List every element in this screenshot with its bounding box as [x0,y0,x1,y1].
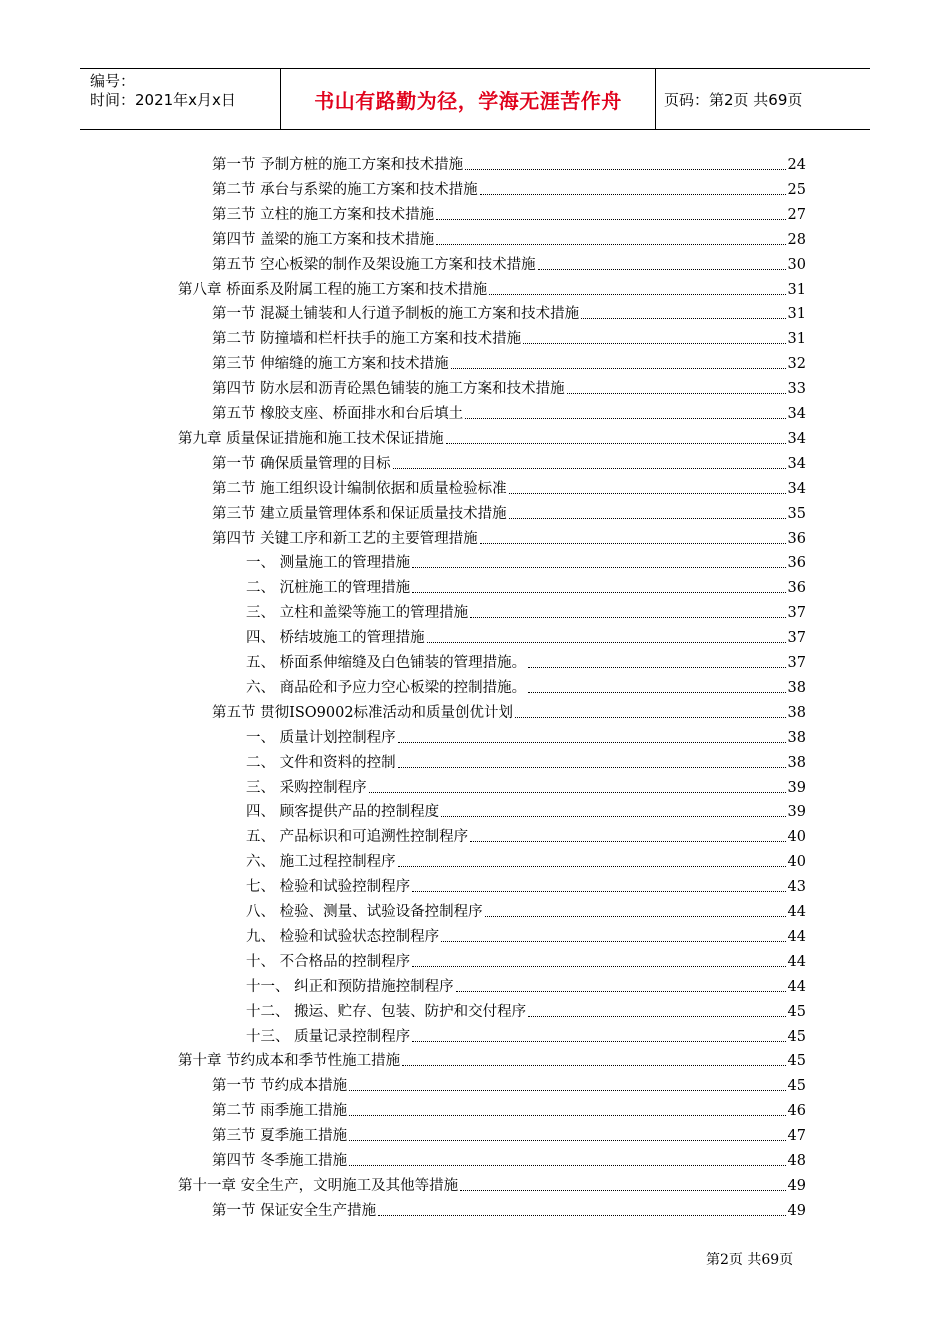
toc-entry-title: 五、 桥面系伸缩缝及白色铺装的管理措施。 [246,655,527,671]
toc-entry-page: 40 [787,854,806,871]
toc-entry-title: 四、 顾客提供产品的控制程度 [246,804,440,821]
toc-entry-page: 39 [787,779,806,796]
toc-entry[interactable] [212,250,806,274]
toc-entry-page: 37 [787,605,806,622]
toc-entry-title: 二、 沉桩施工的管理措施 [246,580,411,597]
toc-entry[interactable] [246,972,806,996]
toc-entry-page: 38 [787,754,806,771]
toc-entry[interactable] [212,524,806,548]
toc-entry-title: 二、 文件和资料的控制 [246,754,396,771]
toc-entry-page: 48 [787,1153,806,1169]
toc-entry-title: 第三节 伸缩缝的施工方案和技术措施 [212,356,449,373]
toc-entry-title: 十二、 搬运、贮存、包装、防护和交付程序 [246,1003,527,1020]
toc-entry-page: 34 [787,480,806,497]
toc-entry[interactable] [178,1046,806,1070]
toc-entry-page: 36 [787,530,806,547]
toc-dot-leader [480,194,786,195]
toc-entry-title: 第二节 防撞墙和栏杆扶手的施工方案和技术措施 [212,331,522,348]
toc-entry-page: 33 [787,381,806,398]
toc-dot-leader [485,916,786,917]
toc-dot-leader [436,244,785,245]
toc-dot-leader [470,841,785,842]
toc-entry-title: 第三节 立柱的施工方案和技术措施 [212,206,435,223]
toc-entry[interactable] [246,847,806,871]
toc-dot-leader [489,294,785,295]
toc-dot-leader [538,269,786,270]
toc-dot-leader [398,767,786,768]
toc-dot-leader [465,169,785,170]
toc-dot-leader [515,717,785,718]
toc-entry-page: 24 [787,157,806,173]
toc-dot-leader [412,966,785,967]
toc-entry[interactable] [212,200,806,224]
toc-entry-page: 35 [787,505,806,522]
toc-dot-leader [446,443,786,444]
toc-entry[interactable] [246,997,806,1021]
toc-entry-page: 36 [787,555,806,572]
toc-entry-title: 第一节 予制方桩的施工方案和技术措施 [212,157,464,173]
toc-entry-title: 第二节 承台与系梁的施工方案和技术措施 [212,181,478,198]
toc-dot-leader [509,493,786,494]
toc-entry[interactable] [246,723,806,747]
toc-dot-leader [402,1065,785,1066]
toc-entry[interactable] [246,822,806,846]
toc-entry[interactable] [246,548,806,572]
toc-entry[interactable] [246,1022,806,1046]
document-time-label: 时间：2021年x月x日 [90,91,236,109]
toc-dot-leader [349,1165,785,1166]
toc-entry-title: 第十一章 安全生产，文明施工及其他等措施 [178,1177,459,1194]
toc-entry-page: 31 [787,331,806,348]
toc-entry-page: 34 [787,406,806,422]
toc-entry-title: 第十章 节约成本和季节性施工措施 [178,1053,401,1070]
toc-dot-leader [567,393,786,394]
toc-entry-page: 38 [787,679,806,696]
toc-entry-title: 第三节 建立质量管理体系和保证质量技术措施 [212,505,507,522]
toc-dot-leader [398,742,786,743]
toc-entry[interactable] [178,424,806,448]
toc-entry-title: 第九章 质量保证措施和施工技术保证措施 [178,430,444,447]
toc-entry[interactable] [246,573,806,597]
toc-entry[interactable] [246,673,806,697]
toc-dot-leader [412,592,785,593]
toc-dot-leader [441,941,785,942]
toc-entry-page: 49 [787,1202,806,1219]
toc-dot-leader [398,866,786,867]
toc-entry-title: 第二节 施工组织设计编制依据和质量检验标准 [212,480,507,497]
toc-entry-title: 第四节 防水层和沥青砼黑色铺装的施工方案和技术措施 [212,381,565,398]
toc-entry-page: 32 [787,356,806,373]
toc-entry-title: 六、 施工过程控制程序 [246,854,396,871]
toc-dot-leader [412,891,785,892]
toc-entry[interactable] [246,623,806,647]
toc-entry[interactable] [246,797,806,821]
page-header [80,68,870,130]
toc-entry-title: 第五节 橡胶支座、桥面排水和台后填土 [212,406,464,422]
toc-entry-title: 八、 检验、测量、试验设备控制程序 [246,904,483,920]
toc-dot-leader [528,667,785,668]
toc-entry-page: 34 [787,430,806,447]
toc-entry-title: 第一节 节约成本措施 [212,1078,348,1095]
toc-entry[interactable] [212,175,806,199]
toc-entry-page: 31 [787,281,806,298]
toc-dot-leader [528,692,785,693]
toc-entry[interactable] [212,1071,806,1095]
toc-entry[interactable] [212,499,806,523]
toc-entry[interactable] [178,275,806,299]
toc-entry-page: 31 [787,306,806,323]
toc-dot-leader [412,567,785,568]
toc-dot-leader [509,518,786,519]
toc-dot-leader [369,792,786,793]
toc-entry[interactable] [212,349,806,373]
toc-entry-page: 49 [787,1177,806,1194]
toc-entry-page: 39 [787,804,806,821]
toc-dot-leader [460,1190,785,1191]
toc-entry[interactable] [212,449,806,473]
toc-entry-title: 十一、 纠正和预防措施控制程序 [246,978,454,995]
toc-entry-page: 30 [787,256,806,273]
toc-entry[interactable] [246,922,806,946]
toc-entry-page: 44 [787,978,806,995]
toc-dot-leader [412,1041,785,1042]
page-footer: 第2页 共69页 [706,1252,794,1268]
toc-entry-title: 第二节 雨季施工措施 [212,1103,348,1120]
toc-entry-title: 十三、 质量记录控制程序 [246,1028,411,1045]
toc-entry-title: 第三节 夏季施工措施 [212,1128,348,1145]
toc-entry-title: 十、 不合格品的控制程序 [246,953,411,970]
toc-entry[interactable] [178,1171,806,1195]
toc-entry[interactable] [212,374,806,398]
toc-entry-title: 第一节 保证安全生产措施 [212,1202,377,1219]
toc-entry[interactable] [246,872,806,896]
toc-entry-title: 六、 商品砼和予应力空心板梁的控制措施。 [246,679,527,696]
toc-entry[interactable] [212,474,806,498]
toc-entry-page: 36 [787,580,806,597]
toc-entry[interactable] [212,698,806,722]
toc-dot-leader [528,1016,785,1017]
toc-dot-leader [480,543,786,544]
toc-entry-page: 27 [787,206,806,223]
toc-entry-title: 第五节 贯彻ISO9002标准活动和质量创优计划 [212,704,514,721]
toc-dot-leader [378,1215,785,1216]
toc-entry-page: 44 [787,904,806,920]
toc-entry[interactable] [212,1146,806,1170]
toc-entry-title: 三、 采购控制程序 [246,779,367,796]
toc-entry-page: 34 [787,455,806,472]
toc-dot-leader [436,219,785,220]
toc-entry-title: 三、 立柱和盖梁等施工的管理措施 [246,605,469,622]
toc-dot-leader [349,1115,785,1116]
toc-dot-leader [349,1090,785,1091]
toc-entry-page: 28 [787,231,806,248]
toc-entry-page: 44 [787,928,806,945]
toc-entry-page: 47 [787,1128,806,1145]
toc-entry[interactable] [212,324,806,348]
toc-entry-title: 第四节 冬季施工措施 [212,1153,348,1169]
toc-dot-leader [470,617,785,618]
toc-entry-title: 第四节 盖梁的施工方案和技术措施 [212,231,435,248]
document-number-label: 编号： [90,72,136,90]
toc-dot-leader [393,468,786,469]
toc-entry[interactable] [212,1121,806,1145]
toc-dot-leader [456,991,786,992]
toc-entry-title: 九、 检验和试验状态控制程序 [246,928,440,945]
toc-entry-page: 45 [787,1003,806,1020]
toc-entry-page: 37 [787,630,806,647]
toc-entry[interactable] [246,773,806,797]
header-page-info: 页码：第2页 共69页 [664,90,803,109]
toc-entry[interactable] [212,225,806,249]
toc-dot-leader [465,418,785,419]
toc-dot-leader [349,1140,785,1141]
toc-entry-title: 第八章 桥面系及附属工程的施工方案和技术措施 [178,281,488,298]
toc-entry-page: 46 [787,1103,806,1120]
toc-entry-page: 45 [787,1028,806,1045]
toc-entry-page: 25 [787,181,806,198]
toc-entry-page: 45 [787,1078,806,1095]
toc-entry-title: 七、 检验和试验控制程序 [246,879,411,896]
toc-entry-title: 五、 产品标识和可追溯性控制程序 [246,829,469,846]
toc-entry-page: 44 [787,953,806,970]
toc-entry-page: 38 [787,704,806,721]
toc-entry-title: 第一节 确保质量管理的目标 [212,455,391,472]
toc-entry-title: 第一节 混凝土铺装和人行道予制板的施工方案和技术措施 [212,306,580,323]
toc-entry[interactable] [212,150,806,174]
toc-dot-leader [451,368,786,369]
header-motto: 书山有路勤为径，学海无涯苦作舟 [280,69,656,129]
toc-entry-page: 37 [787,655,806,671]
toc-entry-page: 45 [787,1053,806,1070]
toc-entry-page: 43 [787,879,806,896]
toc-entry[interactable] [212,399,806,423]
toc-dot-leader [441,816,785,817]
toc-entry-title: 一、 质量计划控制程序 [246,729,396,746]
toc-entry-title: 第五节 空心板梁的制作及架设施工方案和技术措施 [212,256,536,273]
toc-entry[interactable] [212,299,806,323]
toc-dot-leader [427,642,786,643]
toc-entry[interactable] [212,1096,806,1120]
toc-dot-leader [581,318,785,319]
toc-entry[interactable] [246,748,806,772]
toc-entry[interactable] [246,598,806,622]
toc-entry-title: 四、 桥结坡施工的管理措施 [246,630,425,647]
toc-dot-leader [523,343,785,344]
toc-entry-page: 40 [787,829,806,846]
toc-entry[interactable] [246,947,806,971]
toc-entry-page: 38 [787,729,806,746]
toc-entry[interactable] [212,1196,806,1220]
toc-entry-title: 一、 测量施工的管理措施 [246,555,411,572]
toc-entry-title: 第四节 关键工序和新工艺的主要管理措施 [212,530,478,547]
toc-entry[interactable] [246,897,806,921]
header-meta [80,69,280,129]
toc-entry[interactable] [246,648,806,672]
